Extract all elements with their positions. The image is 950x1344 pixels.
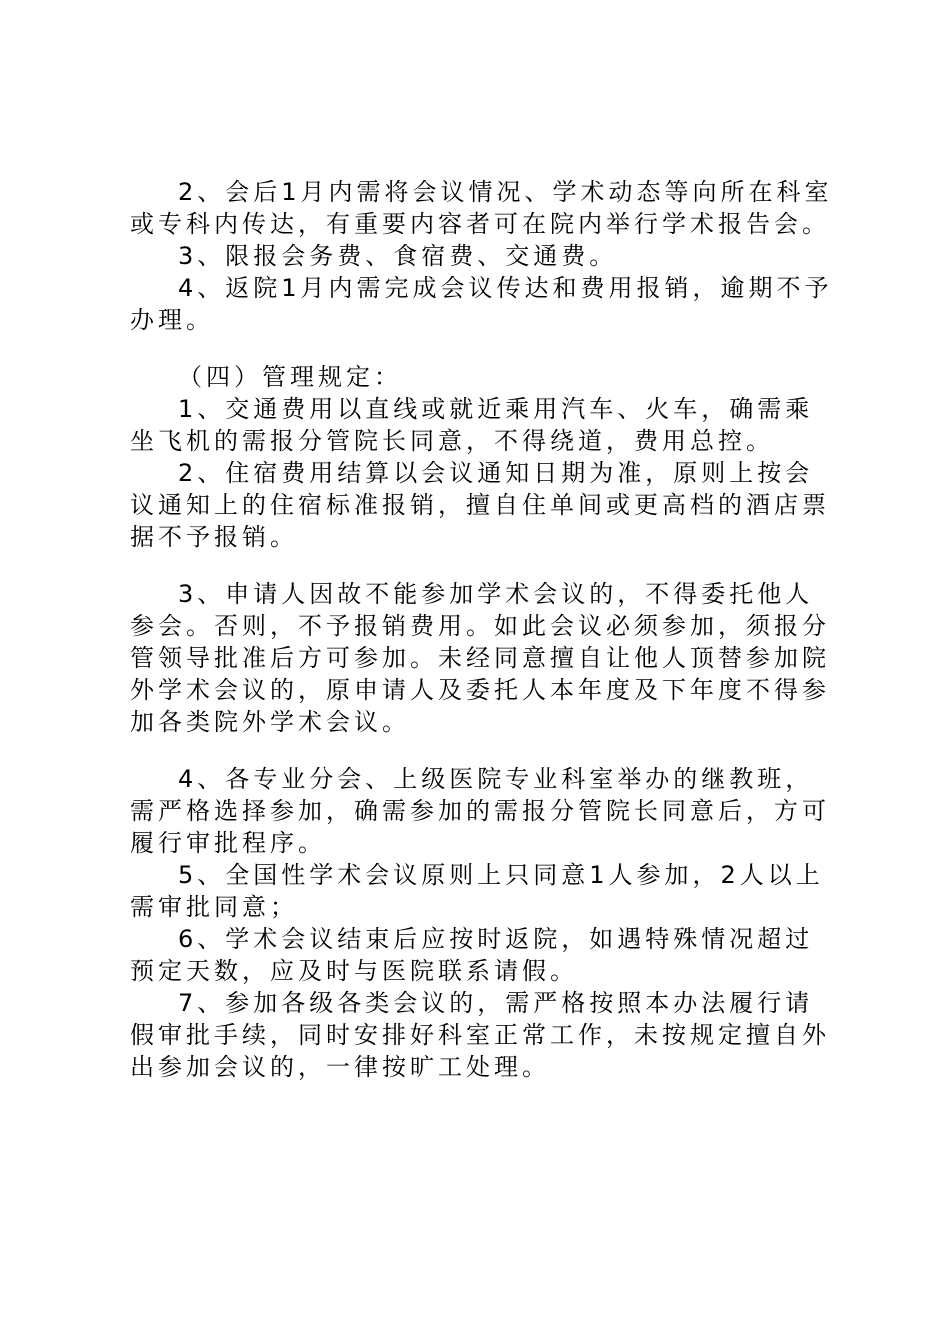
- rule-item-7: 7、参加各级各类会议的，需严格按照本办法履行请假审批手续，同时安排好科室正常工作，未按规定擅自外出参加会议的，一律按旷工处理。: [130, 989, 830, 1081]
- paragraph-item-3: 3、限报会务费、食宿费、交通费。: [178, 242, 618, 270]
- document-body: [130, 176, 840, 1083]
- rule-item-4: 4、各专业分会、上级医院专业科室举办的继教班，需严格选择参加，确需参加的需报分管院长同意后，方可履行审批程序。: [130, 765, 830, 857]
- paragraph-gap: [130, 553, 840, 578]
- rule-item-2: 2、住宿费用结算以会议通知日期为准，原则上按会议通知上的住宿标准报销，擅自住单间或更高档的酒店票据不予报销。: [130, 459, 830, 551]
- rule-item-1: 1、交通费用以直线或就近乘用汽车、火车，确需乘坐飞机的需报分管院长同意，不得绕道，费用总控。: [130, 395, 814, 455]
- section-heading: （四）管理规定：: [178, 363, 402, 391]
- rule-item-3: 3、申请人因故不能参加学术会议的，不得委托他人参会。否则，不予报销费用。如此会议必须参加，须报分管领导批准后方可参加。未经同意擅自让他人顶替参加院外学术会议的，原申请人及委托人本年度及下年度不得参加各类院外学术会议。: [130, 580, 830, 736]
- rule-item-6: 6、学术会议结束后应按时返院，如遇特殊情况超过预定天数，应及时与医院联系请假。: [130, 925, 814, 985]
- paragraph-gap: [130, 336, 840, 361]
- paragraph-item-2: 2、会后1月内需将会议情况、学术动态等向所在科室或专科内传达，有重要内容者可在院内举行学术报告会。: [130, 178, 833, 238]
- rule-item-5: 5、全国性学术会议原则上只同意1人参加，2人以上需审批同意；: [130, 861, 824, 921]
- paragraph-gap: [130, 738, 840, 763]
- paragraph-item-4: 4、返院1月内需完成会议传达和费用报销，逾期不予办理。: [130, 274, 833, 334]
